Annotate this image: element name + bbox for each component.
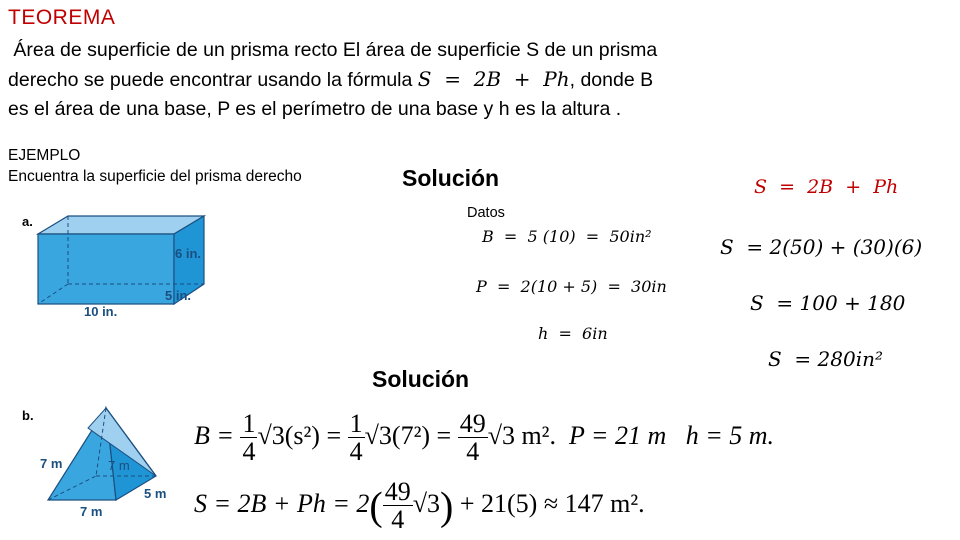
example-heading: EJEMPLO (8, 147, 81, 164)
figure-b-height-label: 5 m (144, 486, 167, 501)
figure-b-bottom-label: 7 m (80, 504, 103, 519)
theorem-formula: S = 2B + Ph (417, 67, 570, 91)
rectangular-prism-figure (30, 212, 220, 320)
figure-a-depth-label: 5 in. (165, 288, 192, 303)
theorem-text (8, 36, 748, 124)
theorem-line-3: es el área de una base, P es el perímetro de una base y h es la altura . (8, 98, 622, 120)
figure-b-inner-label: 7 m (108, 458, 130, 473)
solution-b-heading: Solución (372, 366, 470, 392)
fraction-quarter-2: $\frac{1}{4}$ (349, 409, 363, 467)
datos-B: B = 5 (10) = 50in² (482, 227, 652, 246)
solution-a-heading: Solución (402, 165, 500, 191)
step-3: S = 280in² (768, 347, 883, 371)
formula-red: S = 2B + Ph (754, 176, 899, 198)
example-prompt: Encuentra la superficie del prisma derecho (8, 168, 302, 185)
fraction-49-4-b: $\frac{49}{4}$ (384, 477, 411, 535)
datos-label: Datos (467, 205, 505, 221)
figure-b-left-label: 7 m (40, 456, 63, 471)
figure-a-label: a. (22, 214, 33, 229)
equation-P: P = 21 m (568, 420, 667, 450)
equation-B: B = $\frac{1}{4}$ √3(s²) = $\frac{1}{4}$ √3(7²) = $\frac{49}{4}$ √3 m². P = 21 m h = 5 m. (194, 409, 775, 467)
equation-S: S = 2B + Ph = 2( $\frac{49}{4}$ √3) + 21(5) ≈ 147 m². (194, 477, 645, 535)
example-block (8, 145, 302, 187)
theorem-line-1: Área de superficie de un prisma recto El área de superficie S de un prisma (13, 39, 658, 61)
datos-P: P = 2(10 + 5) = 30in (476, 277, 667, 296)
step-1: S = 2(50) + (30)(6) (720, 235, 923, 259)
theorem-title: TEOREMA (8, 6, 116, 29)
figure-a-length-label: 10 in. (84, 304, 118, 319)
step-2: S = 100 + 180 (750, 291, 906, 315)
fraction-49-4: $\frac{49}{4}$ (459, 409, 486, 467)
datos-h: h = 6in (538, 324, 608, 343)
equation-h: h = 5 m. (685, 420, 775, 450)
figure-a-height-label: 6 in. (175, 246, 202, 261)
fraction-quarter: $\frac{1}{4}$ (242, 409, 256, 467)
theorem-line-2: derecho se puede encontrar usando la fórmula S = 2B + Ph, donde B (8, 67, 654, 91)
figure-b-label: b. (22, 408, 34, 423)
